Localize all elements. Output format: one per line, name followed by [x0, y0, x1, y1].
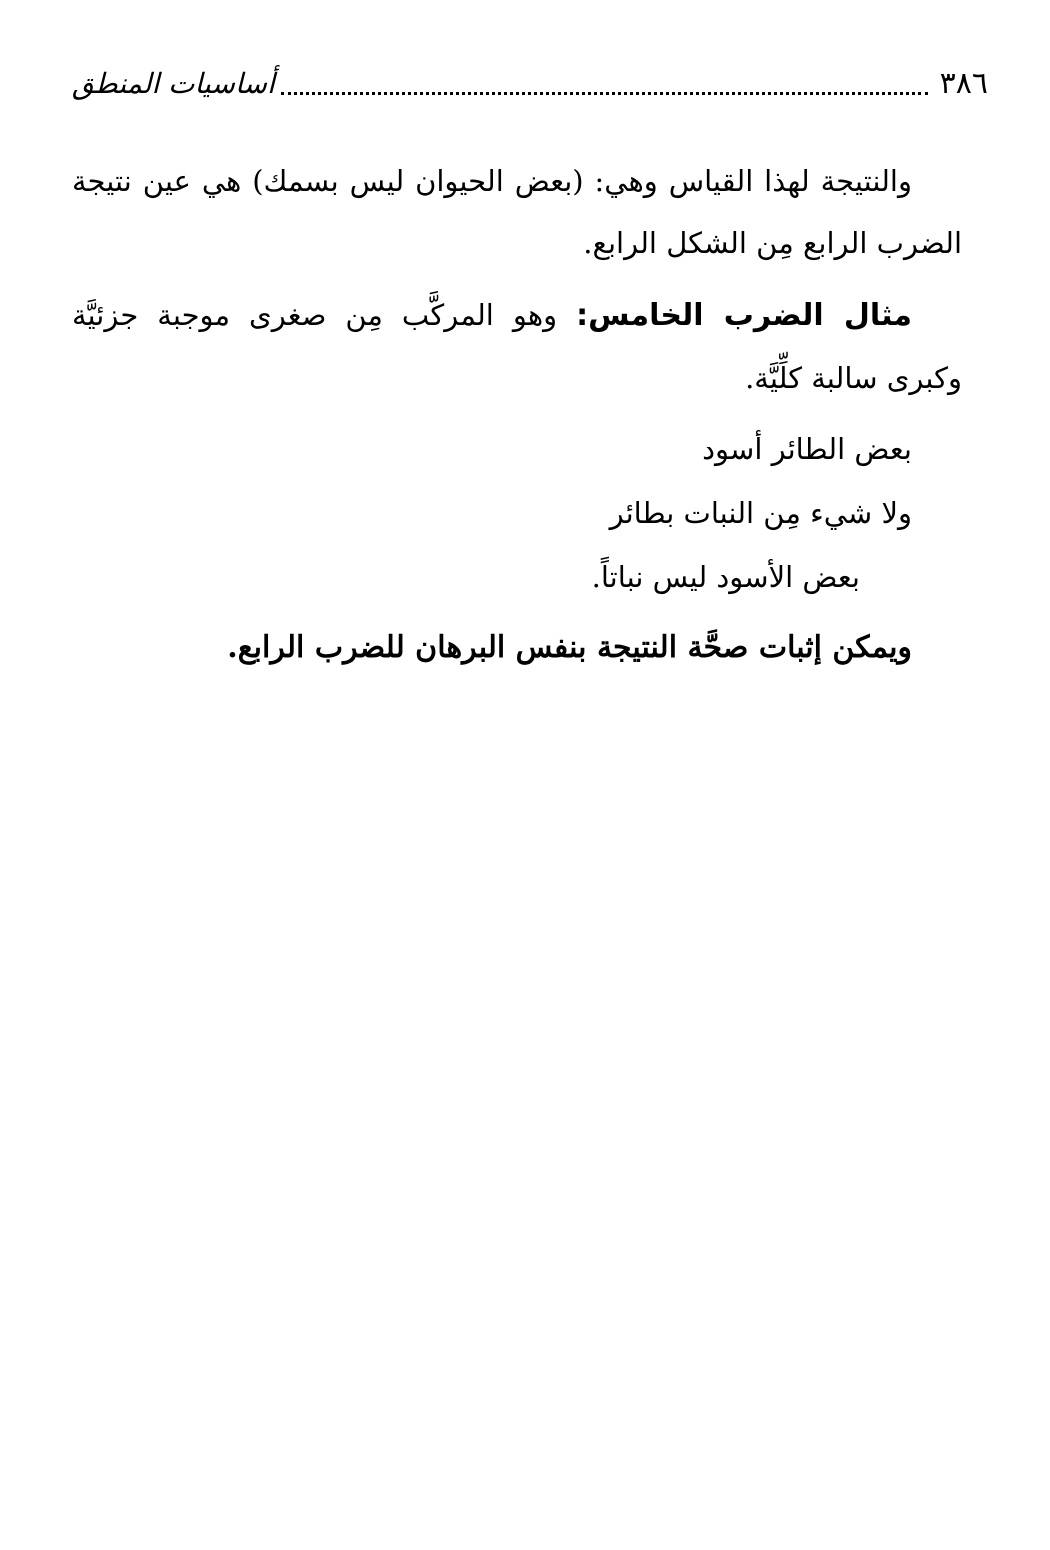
closing-statement: ويمكن إثبات صحَّة النتيجة بنفس البرهان للضرب الرابع.: [227, 630, 912, 665]
page-content: [72, 150, 962, 679]
book-title: أساسيات المنطق: [72, 66, 275, 100]
fifth-mood-description: وهو المركَّب مِن صغرى موجبة جزئيَّة وكبرى سالبة كلِّيَّة.: [72, 298, 962, 395]
running-header: [72, 58, 988, 108]
paragraph-conclusion-note: والنتيجة لهذا القياس وهي: (بعض الحيوان ليس بسمك) هي عين نتيجة الضرب الرابع مِن الشكل الرابع.: [72, 164, 962, 260]
major-premise: ولا شيء مِن النبات بطائر: [609, 496, 912, 530]
paragraph-fifth-mood: [72, 284, 962, 409]
minor-premise: بعض الطائر أسود: [702, 432, 912, 466]
syllogism-conclusion: بعض الأسود ليس نباتاً.: [591, 560, 860, 594]
header-dot-leader: [281, 88, 928, 95]
page-number: ٣٨٦: [939, 65, 988, 101]
fifth-mood-heading: مثال الضرب الخامس:: [576, 298, 912, 333]
syllogism-example: [72, 417, 962, 609]
